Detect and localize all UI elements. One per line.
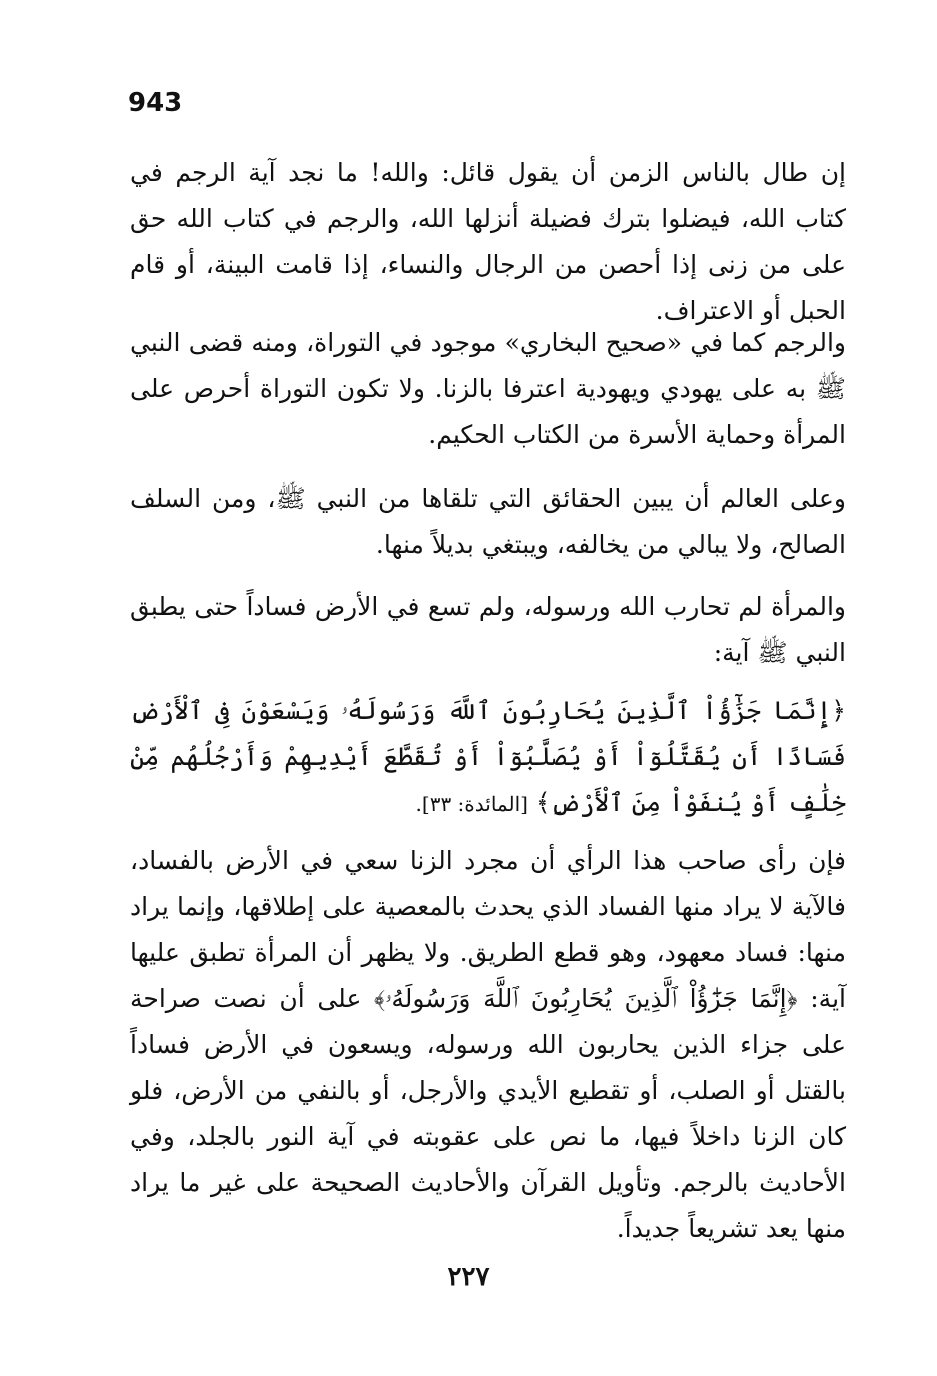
paragraph-1 [130,150,846,334]
quran-reference: [المائدة: ٣٣]. [415,792,528,816]
page-number-top: 943 [128,88,183,118]
quran-verse: ﴿إِنَّمَا جَزَٰٓؤُاْ ٱلَّذِينَ يُحَارِبُونَ ٱللَّهَ وَرَسُولَهُۥ وَيَسْعَوْنَ فِى ٱلْأَرْضِ فَسَادًا أَن يُقَتَّلُوٓاْ أَوْ يُصَلَّبُوٓاْ أَوْ تُقَطَّعَ أَيْدِيهِمْ وَأَرْجُلُهُم مِّنْ خِلَٰفٍ أَوْ يُنفَوْاْ مِنَ ٱلْأَرْضِ﴾ [130,696,846,817]
paragraph-6 [130,838,846,1252]
paragraph-3 [130,476,846,568]
paragraph-1-text: إن طال بالناس الزمن أن يقول قائل: والله! ما نجد آية الرجم في كتاب الله، فيضلوا بترك فضيلة أنزلها الله، والرجم في كتاب الله حق على من زنى إذا أحصن من الرجال والنساء، إذا قامت البينة، أو قام الحبل أو الاعتراف. [130,158,846,325]
paragraph-3-text: وعلى العالم أن يبين الحقائق التي تلقاها من النبي ﷺ، ومن السلف الصالح، ولا يبالي من يخالفه، ويبتغي بديلاً منها. [130,484,846,559]
paragraph-2 [130,320,846,458]
paragraph-4 [130,584,846,676]
paragraph-4-text: والمرأة لم تحارب الله ورسوله، ولم تسع في الأرض فساداً حتى يطبق النبي ﷺ آية: [130,592,846,667]
page-number-bottom: ٢٢٧ [447,1262,490,1292]
quran-verse-block [130,688,846,827]
paragraph-2-text: والرجم كما في «صحيح البخاري» موجود في التوراة، ومنه قضى النبي ﷺ به على يهودي ويهودية اعترفا بالزنا. ولا تكون التوراة أحرص على المرأة وحماية الأسرة من الكتاب الحكيم. [130,328,846,449]
paragraph-6-text: فإن رأى صاحب هذا الرأي أن مجرد الزنا سعي في الأرض بالفساد، فالآية لا يراد منها الفساد الذي يحدث بالمعصية على إطلاقها، وإنما يراد منها: فساد معهود، وهو قطع الطريق. ولا يظهر أن المرأة تطبق عليها آية: ﴿إِنَّمَا جَزَٰٓؤُاْ ٱلَّذِينَ يُحَارِبُونَ ٱللَّهَ وَرَسُولَهُۥ﴾ على أن نصت صراحة على جزاء الذين يحاربون الله ورسوله، ويسعون في الأرض فساداً بالقتل أو الصلب، أو تقطيع الأيدي والأرجل، أو بالنفي من الأرض، فلو كان الزنا داخلاً فيها، ما نص على عقوبته في آية النور بالجلد، وفي الأحاديث بالرجم. وتأويل القرآن والأحاديث الصحيحة على غير ما يراد منها يعد تشريعاً جديداً. [130,846,846,1243]
